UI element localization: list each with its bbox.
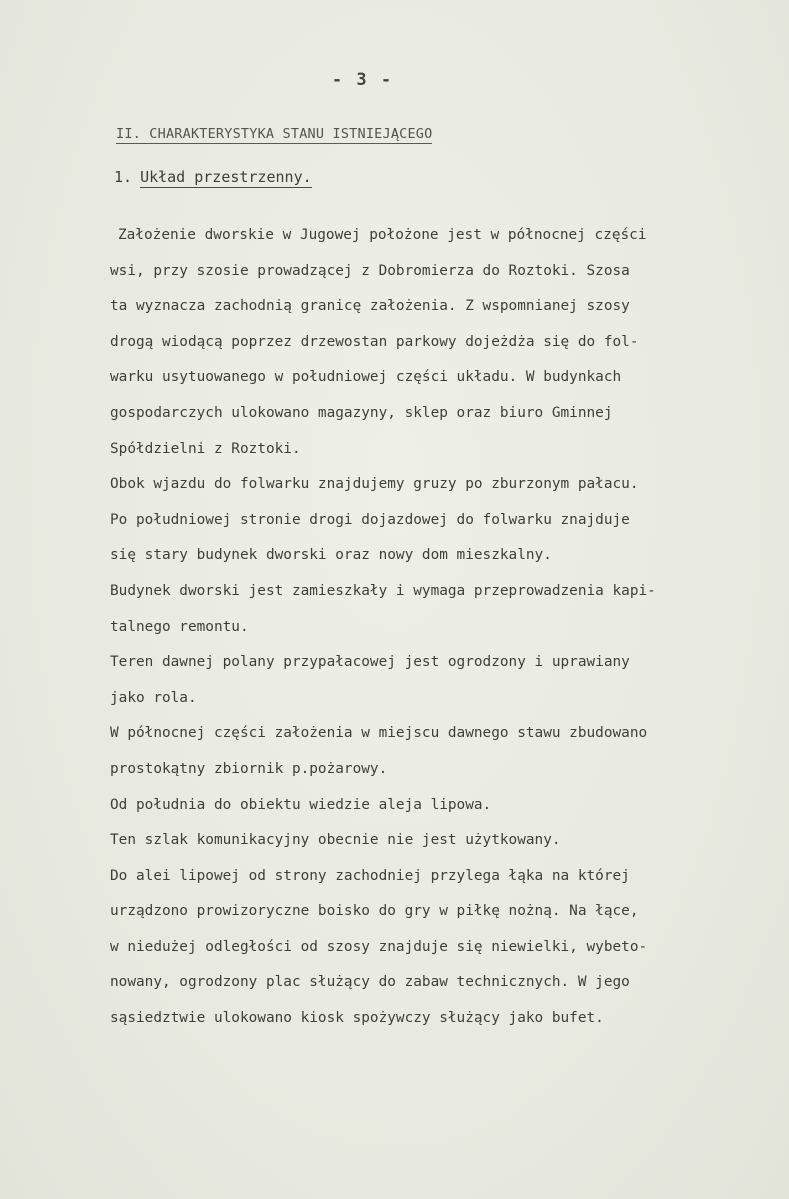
text-line: Po południowej stronie drogi dojazdowej do folwarku znajduje — [110, 511, 630, 528]
text-line: drogą wiodącą poprzez drzewostan parkowy dojeżdża się do fol- — [110, 333, 639, 350]
text-line: prostokątny zbiornik p.pożarowy. — [110, 760, 388, 777]
text-line: Od południa do obiektu wiedzie aleja lipowa. — [110, 796, 492, 813]
text-line: urządzono prowizoryczne boisko do gry w piłkę nożną. Na łące, — [110, 903, 639, 920]
text-line: gospodarczych ulokowano magazyny, sklep oraz biuro Gminnej — [110, 404, 613, 421]
text-line: nowany, ogrodzony plac służący do zabaw technicznych. W jego — [110, 974, 630, 991]
text-line: W północnej części założenia w miejscu dawnego stawu zbudowano — [110, 725, 648, 742]
text-line: w niedużej odległości od szosy znajduje się niewielki, wybeto- — [110, 938, 648, 955]
page-number: - 3 - — [331, 70, 394, 90]
text-line: Założenie dworskie w Jugowej położone jest w północnej części — [118, 227, 647, 243]
text-line: wsi, przy szosie prowadzącej z Dobromierza do Roztoki. Szosa — [110, 262, 630, 279]
section-title: II. CHARAKTERYSTYKA STANU ISTNIEJĄCEGO — [116, 126, 433, 142]
text-line: warku usytuowanego w południowej części układu. W budynkach — [110, 369, 622, 386]
body-text — [110, 218, 770, 1037]
subsection-heading — [114, 168, 312, 186]
text-line: Ten szlak komunikacyjny obecnie nie jest użytkowany. — [110, 832, 561, 849]
subsection-title: Układ przestrzenny. — [140, 168, 312, 186]
text-line: ta wyznacza zachodnią granicę założenia. Z wspomnianej szosy — [110, 298, 630, 315]
text-line: Teren dawnej polany przypałacowej jest ogrodzony i uprawiany — [110, 654, 630, 671]
text-line: jako rola. — [110, 689, 197, 706]
text-line: Do alei lipowej od strony zachodniej przylega łąka na której — [110, 867, 630, 884]
text-line: się stary budynek dworski oraz nowy dom mieszkalny. — [110, 547, 552, 564]
text-line: sąsiedztwie ulokowano kiosk spożywczy służący jako bufet. — [110, 1010, 604, 1027]
subsection-number: 1. — [114, 168, 133, 186]
text-line: Spółdzielni z Roztoki. — [110, 440, 301, 457]
text-line: Budynek dworski jest zamieszkały i wymaga przeprowadzenia kapi- — [110, 582, 656, 599]
text-line: talnego remontu. — [110, 618, 249, 635]
text-line: Obok wjazdu do folwarku znajdujemy gruzy po zburzonym pałacu. — [110, 476, 639, 493]
